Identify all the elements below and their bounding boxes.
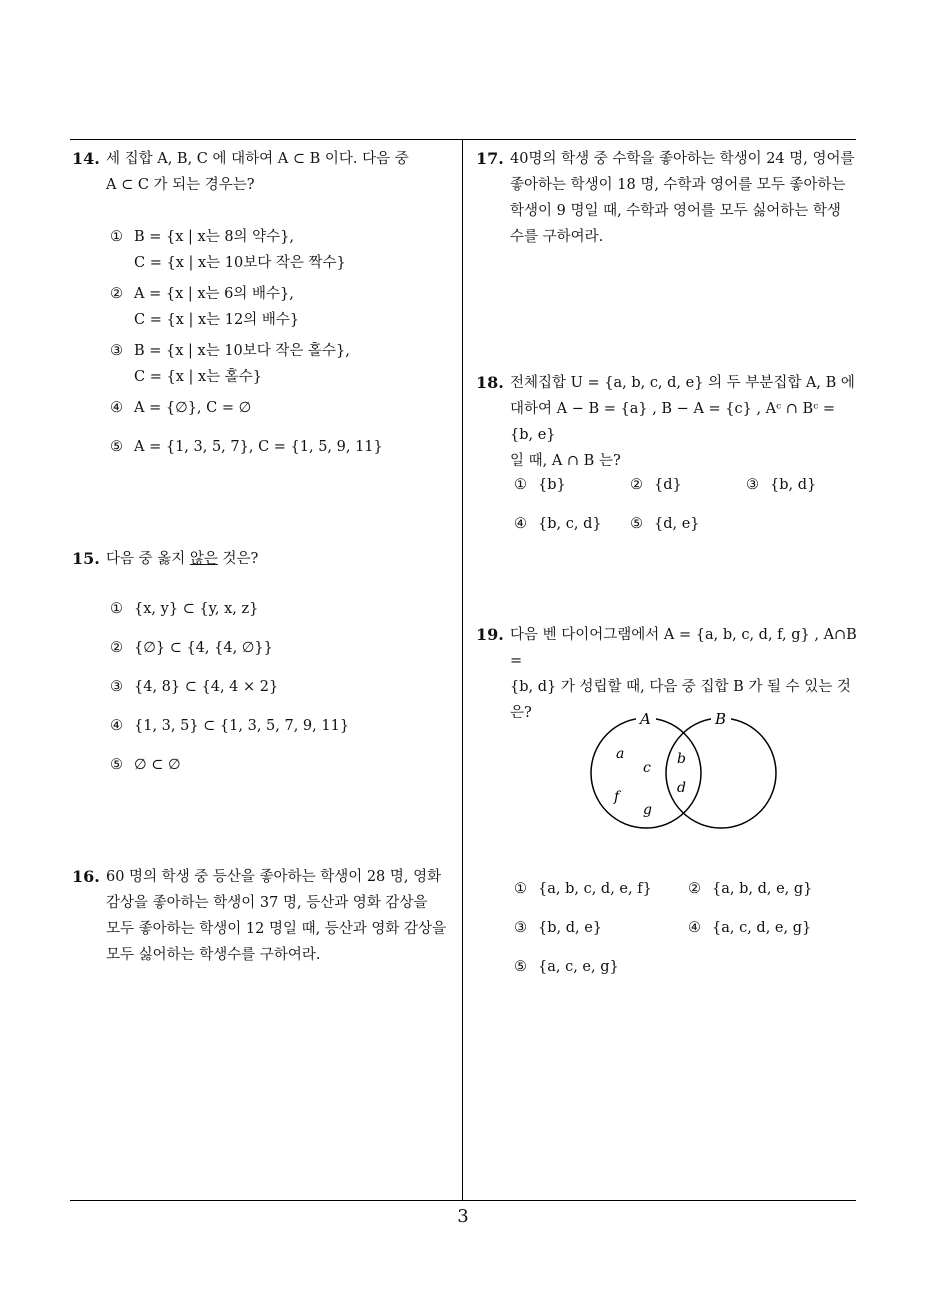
- set-b-circle: [666, 718, 776, 828]
- venn-element: c: [643, 760, 651, 776]
- option-text: {a, c, d, e, g}: [712, 920, 812, 936]
- venn-diagram: [588, 710, 788, 836]
- question-text-line: 40명의 학생 중 수학을 좋아하는 학생이 24 명, 영어를: [510, 151, 855, 167]
- option-text: {a, b, c, d, e, f}: [538, 881, 652, 897]
- option-text: {4, 8} ⊂ {4, 4 × 2}: [134, 679, 279, 695]
- question-text-line: {b, d} 가 성립할 때, 다음 중 집합 B 가 될 수 있는 것: [510, 679, 851, 695]
- option-mark: ⑤: [514, 959, 527, 975]
- option-1[interactable]: [514, 472, 566, 498]
- question-16: [72, 864, 458, 968]
- option-text: ∅ ⊂ ∅: [134, 757, 181, 773]
- venn-element: a: [616, 746, 625, 762]
- question-text: [510, 146, 862, 250]
- question-text: [106, 146, 458, 198]
- option-text: B = {x | x는 10보다 작은 홀수},: [134, 343, 350, 359]
- option-1[interactable]: [110, 224, 346, 276]
- question-text-line: A ⊂ C 가 되는 경우는?: [106, 177, 255, 193]
- venn-element: g: [643, 802, 652, 818]
- set-b-label: B: [715, 710, 727, 728]
- option-text: {∅} ⊂ {4, {4, ∅}}: [134, 640, 273, 656]
- option-text-continued: C = {x | x는 12의 배수}: [134, 312, 300, 328]
- option-text: A = {x | x는 6의 배수},: [134, 286, 294, 302]
- column-divider: [462, 139, 463, 1201]
- bottom-rule: [70, 1200, 856, 1201]
- option-text: {b, d}: [770, 477, 817, 493]
- option-text: {a, c, e, g}: [538, 959, 619, 975]
- option-text: A = {∅}, C = ∅: [134, 400, 252, 416]
- option-text: A = {1, 3, 5, 7}, C = {1, 5, 9, 11}: [134, 439, 383, 455]
- page-number: 3: [457, 1206, 469, 1227]
- option-mark: ④: [514, 516, 527, 532]
- right-column: [476, 146, 862, 1196]
- option-mark: ④: [110, 718, 123, 734]
- question-text-line: 감상을 좋아하는 학생이 37 명, 등산과 영화 감상을: [106, 895, 428, 911]
- question-text-line: 대하여 A − B = {a} , B − A = {c} , Aᶜ ∩ Bᶜ = {b, e}: [510, 401, 835, 443]
- option-2[interactable]: [688, 876, 812, 902]
- option-mark: ②: [630, 477, 643, 493]
- set-a-label: A: [640, 710, 651, 728]
- question-number: 19.: [476, 625, 504, 644]
- option-5[interactable]: [514, 954, 619, 980]
- option-mark: ②: [110, 286, 123, 302]
- option-mark: ⑤: [110, 439, 123, 455]
- option-4[interactable]: [110, 713, 349, 739]
- option-mark: ②: [110, 640, 123, 656]
- option-5[interactable]: [110, 434, 383, 460]
- question-text-part: 것은?: [217, 551, 259, 567]
- option-4[interactable]: [688, 915, 811, 941]
- option-mark: ①: [110, 601, 123, 617]
- question-14: [72, 146, 458, 198]
- question-text-line: 모두 싫어하는 학생수를 구하여라.: [106, 947, 321, 963]
- question-text-line: 은?: [510, 705, 532, 721]
- option-mark: ①: [514, 477, 527, 493]
- option-mark: ①: [110, 229, 123, 245]
- option-3[interactable]: [514, 915, 602, 941]
- option-1[interactable]: [110, 596, 258, 622]
- option-3[interactable]: [110, 338, 350, 390]
- option-text: B = {x | x는 8의 약수},: [134, 229, 295, 245]
- option-4[interactable]: [514, 511, 602, 537]
- option-text: {b}: [538, 477, 566, 493]
- left-column: [72, 146, 458, 1196]
- question-number: 18.: [476, 373, 504, 392]
- question-text: [510, 370, 862, 474]
- venn-element: d: [677, 780, 686, 796]
- option-text: {a, b, d, e, g}: [712, 881, 813, 897]
- question-number: 14.: [72, 149, 100, 168]
- question-text-line: 모두 좋아하는 학생이 12 명일 때, 등산과 영화 감상을: [106, 921, 447, 937]
- option-mark: ③: [110, 343, 123, 359]
- question-text: [106, 864, 458, 968]
- venn-element: b: [677, 751, 686, 767]
- option-mark: ③: [746, 477, 759, 493]
- option-text-continued: C = {x | x는 홀수}: [134, 369, 263, 385]
- option-text-continued: C = {x | x는 10보다 작은 짝수}: [134, 255, 346, 271]
- option-mark: ①: [514, 881, 527, 897]
- option-5[interactable]: [110, 752, 181, 778]
- option-text: {1, 3, 5} ⊂ {1, 3, 5, 7, 9, 11}: [134, 718, 350, 734]
- question-text-line: 일 때, A ∩ B 는?: [510, 453, 621, 469]
- option-1[interactable]: [514, 876, 652, 902]
- top-rule: [70, 139, 856, 140]
- option-2[interactable]: [110, 281, 299, 333]
- option-mark: ③: [110, 679, 123, 695]
- option-2[interactable]: [110, 635, 273, 661]
- option-5[interactable]: [630, 511, 700, 537]
- option-text: {d}: [654, 477, 682, 493]
- option-3[interactable]: [110, 674, 278, 700]
- question-text-line: 세 집합 A, B, C 에 대하여 A ⊂ B 이다. 다음 중: [106, 151, 409, 167]
- question-text-line: 다음 벤 다이어그램에서 A = {a, b, c, d, f, g} , A∩B =: [510, 627, 857, 669]
- option-mark: ⑤: [110, 757, 123, 773]
- question-text-line: 60 명의 학생 중 등산을 좋아하는 학생이 28 명, 영화: [106, 869, 442, 885]
- option-text: {d, e}: [654, 516, 700, 532]
- option-mark: ④: [110, 400, 123, 416]
- option-mark: ③: [514, 920, 527, 936]
- question-number: 16.: [72, 867, 100, 886]
- question-text: [106, 546, 458, 572]
- question-text-line: 전체집합 U = {a, b, c, d, e} 의 두 부분집합 A, B 에: [510, 375, 855, 391]
- option-mark: ②: [688, 881, 701, 897]
- option-mark: ⑤: [630, 516, 643, 532]
- option-2[interactable]: [630, 472, 682, 498]
- option-4[interactable]: [110, 395, 251, 421]
- question-text-line: 수를 구하여라.: [510, 229, 604, 245]
- question-number: 17.: [476, 149, 504, 168]
- venn-element: f: [614, 789, 620, 805]
- option-text: {x, y} ⊂ {y, x, z}: [134, 601, 259, 617]
- question-text-part: 다음 중 옳지: [106, 551, 190, 567]
- option-mark: ④: [688, 920, 701, 936]
- question-15: [72, 546, 458, 572]
- question-number: 15.: [72, 549, 100, 568]
- question-text-line: 좋아하는 학생이 18 명, 수학과 영어를 모두 좋아하는: [510, 177, 846, 193]
- question-text-line: 학생이 9 명일 때, 수학과 영어를 모두 싫어하는 학생: [510, 203, 841, 219]
- option-text: {b, d, e}: [538, 920, 603, 936]
- option-3[interactable]: [746, 472, 816, 498]
- question-17: [476, 146, 862, 250]
- option-text: {b, c, d}: [538, 516, 602, 532]
- underlined-emphasis: 않은: [189, 551, 218, 567]
- question-18: [476, 370, 862, 474]
